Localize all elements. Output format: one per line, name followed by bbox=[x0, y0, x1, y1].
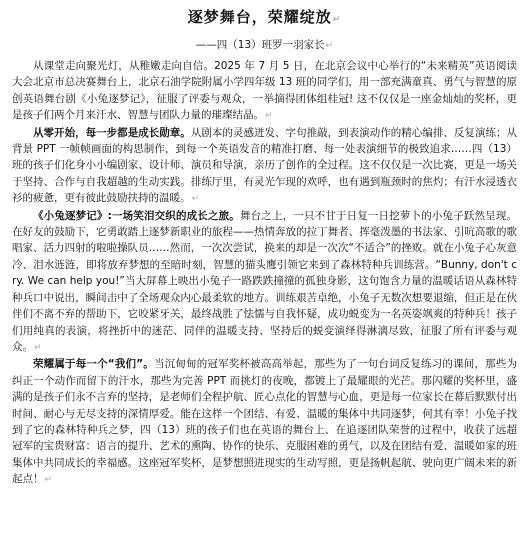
paragraph-text: 从剧本的灵感迸发、字句推敲，到表演动作的精心编排、反复演练；从背景 PPT 一帧帧画面的构思制作，到每一个英语发音的精准打磨、每一处表演细节的极致追求……四（13）班的孩子们化身小小编剧家、设计师、演员和导演，亲历了创作的全过程。这不仅仅是一次比赛，更是一场关于坚持、合作与自我超越的生动实践。排练厅里，有灵光乍现的欢呼，也有遇到瓶颈时的焦灼；有汗水浸透衣衫的疲惫，更有彼此鼓励扶持的温暖。 bbox=[12, 126, 518, 205]
paragraph-lead: 荣耀属于每一个“我们”。 bbox=[33, 358, 154, 371]
paragraph-honor: 荣耀属于每一个“我们”。当沉甸甸的冠军奖杯被高高举起，那些为了一句台词反复练习的课间，那些为纠正一个动作而留下的汗水，那些为完善 PPT 而挑灯的夜晚，都镀上了最耀眼的光芒。那闪耀的奖杯里，盛满的是孩子们永不言弃的坚持，是老师们全程护航、匠心点化的智慧与心血，更是每一位家长在幕后默默付出时间、耐心与无尽支持的深情厚爱。能在这样一个团结、有爱、温暖的集体中共同逐梦，何其有幸！小兔子找到了它的森林特种兵之梦，四（13）班的孩子们也在英语的舞台上、在追逐团队荣誉的过程中，收获了远超冠军的宝贵财富：语言的提升、艺术的熏陶、协作的快乐、克服困难的勇气，以及在团结有爱、温暖如家的班集体中共同成长的幸福感。这座冠军奖杯，是梦想照进现实的生动写照，更是扬帆起航、驶向更广阔未来的新起点！↵ bbox=[12, 358, 518, 486]
article-byline: ——四（13）班罗一羽家长↵ bbox=[195, 39, 334, 51]
paragraph-text: 从课堂走向聚光灯，从稚嫩走向自信。2025 年 7 月 5 日，在北京会议中心举行的“未来精英”英语阅读大会北京市总决赛舞台上，北京石油学院附属小学四年级 13 班的同学们，用一部充满童真、勇气与智慧的原创英语舞台剧《小兔逐梦记》，征服了评委与观众，一举摘得团体组桂冠! 这不仅仅是一座金灿灿的奖杯，更是孩子们两个月来汗水、智慧与团队力量的璀璨结晶。 bbox=[12, 60, 517, 122]
paragraph-growth: 从零开始，每一步都是成长勋章。从剧本的灵感迸发、字句推敲，到表演动作的精心编排、反复演练；从背景 PPT 一帧帧画面的构思制作，到每一个英语发音的精准打磨、每一处表演细节的极致追求……四（13）班的孩子们化身小小编剧家、设计师、演员和导演，亲历了创作的全过程。这不仅仅是一次比赛，更是一场关于坚持、合作与自我超越的生动实践。排练厅里，有灵光乍现的欢呼，也有遇到瓶颈时的焦灼；有汗水浸透衣衫的疲惫，更有彼此鼓励扶持的温暖。↵ bbox=[12, 126, 518, 205]
paragraph-lead: 从零开始，每一步都是成长勋章。 bbox=[33, 126, 191, 139]
paragraph-text: 当沉甸甸的冠军奖杯被高高举起，那些为了一句台词反复练习的课间，那些为纠正一个动作而留下的汗水，那些为完善 PPT 而挑灯的夜晚，都镀上了最耀眼的光芒。那闪耀的奖杯里，盛满的是孩子们永不言弃的坚持，是老师们全程护航、匠心点化的智慧与心血，更是每一位家长在幕后默默付出时间、耐心与无尽支持的深情厚爱。能在这样一个团结、有爱、温暖的集体中共同逐梦，何其有幸！小兔子找到了它的森林特种兵之梦，四（13）班的孩子们也在英语的舞台上、在追逐团队荣誉的过程中，收获了远超冠军的宝贵财富：语言的提升、艺术的熏陶、协作的快乐、克服困难的勇气，以及在团结有爱、温暖如家的班集体中共同成长的幸福感。这座冠军奖杯，是梦想照进现实的生动写照，更是扬帆起航、驶向更广阔未来的新起点！ bbox=[12, 358, 518, 486]
paragraph-lead: 《小兔逐梦记》:一场笑泪交织的成长之旅。 bbox=[33, 209, 240, 222]
paragraph-story: 《小兔逐梦记》:一场笑泪交织的成长之旅。舞台之上，一只不甘于日复一日挖萝卜的小兔子跃然呈现。在好友的鼓励下，它勇敢踏上逐梦新职业的旅程——热情奔放的拉丁舞者、挥毫泼墨的书法家、引吭高歌的歌唱家、活力四射的啦啦操队员……然而，一次次尝试，换来的却是一次次“不适合”的挫败。就在小兔子心灰意冷、泪水涟涟，即将放弃梦想的至暗时刻，智慧的猫头鹰引领它来到了森林特种兵训练营。“Bunny, don't cry. We can help you!”当大屏幕上映出小兔子一路跌跌撞撞的孤独身影，这句饱含力量的温暖话语从森林特种兵口中说出，瞬间击中了全场观众内心最柔软的地方。训练艰苦卓绝，小兔子无数次想要退缩，但正是在伙伴们不离不弃的帮助下，它咬紧牙关，最终战胜了怯懦与自我怀疑，成功蜕变为一名英姿飒爽的特种兵！孩子们用纯真的表演，将挫折中的迷茫、同伴的温暖支持、坚持后的蜕变演绎得淋漓尽致，征服了所有评委与观众。↵ bbox=[12, 209, 518, 353]
article-title: 逐梦舞台，荣耀绽放↵ bbox=[187, 8, 342, 26]
paragraph-text: 舞台之上，一只不甘于日复一日挖萝卜的小兔子跃然呈现。在好友的鼓励下，它勇敢踏上逐梦新职业的旅程——热情奔放的拉丁舞者、挥毫泼墨的书法家、引吭高歌的歌唱家、活力四射的啦啦操队员……然而，一次次尝试，换来的却是一次次“不适合”的挫败。就在小兔子心灰意冷、泪水涟涟，即将放弃梦想的至暗时刻，智慧的猫头鹰引领它来到了森林特种兵训练营。“Bunny, don't cry. We can help you!”当大屏幕上映出小兔子一路跌跌撞撞的孤独身影，这句饱含力量的温暖话语从森林特种兵口中说出，瞬间击中了全场观众内心最柔软的地方。训练艰苦卓绝，小兔子无数次想要退缩，但正是在伙伴们不离不弃的帮助下，它咬紧牙关，最终战胜了怯懦与自我怀疑，成功蜕变为一名英姿飒爽的特种兵！孩子们用纯真的表演，将挫折中的迷茫、同伴的温暖支持、坚持后的蜕变演绎得淋漓尽致，征服了所有评委与观众。 bbox=[12, 209, 518, 353]
paragraph-intro: 从课堂走向聚光灯，从稚嫩走向自信。2025 年 7 月 5 日，在北京会议中心举行的“未来精英”英语阅读大会北京市总决赛舞台上，北京石油学院附属小学四年级 13 班的同学们，用一部充满童真、勇气与智慧的原创英语舞台剧《小兔逐梦记》，征服了评委与观众，一举摘得团体组桂冠! 这不仅仅是一座金灿灿的奖杯，更是孩子们两个月来汗水、智慧与团队力量的璀璨结晶。↵ bbox=[12, 60, 517, 122]
